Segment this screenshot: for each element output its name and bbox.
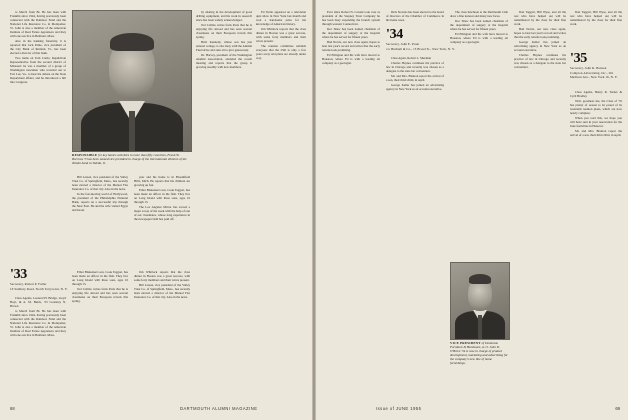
- left-column-8: [134, 270, 190, 400]
- text-paragraph: Ed Ellington and his wife have moved to Houston, where Ed is with a leading oil company as a geologist.: [450, 31, 508, 44]
- left-column-3: [134, 175, 190, 265]
- class-agents: Class Agents, Leonard H. Bridge, Lloyd Hoyt, & A. M. Buick, '33 Courtney N. Brown: [10, 296, 66, 309]
- text-paragraph: Jim Whitlock reports that the class dinner in Boston was a great success, with some forty members and their wives present.: [256, 26, 306, 44]
- photo-caption-right: [450, 341, 508, 366]
- text-paragraph: Doc Shaw has been named chairman of the department of surgery at the hospital where he has served for fifteen years.: [450, 18, 508, 31]
- left-column-1: [10, 10, 66, 265]
- right-column-2: [386, 10, 444, 28]
- text-paragraph: Ted Collins writes from Paris that he is enjoying life abroad and has seen several classmates on their European travels this spring.: [72, 286, 128, 304]
- class-address: c/o Burham & Co., 15 Broad St., New York, N. Y.: [386, 46, 455, 51]
- class-year: '33: [10, 267, 27, 282]
- text-paragraph: Mr. and Mrs. Blanton report the arrival of a son, their third child, in April.: [386, 73, 444, 82]
- text-paragraph: George Keller has joined an advertising agency in New York as an account executive.: [514, 39, 566, 53]
- text-paragraph: Jim Whitlock reports that the class dinner in Boston was a great success, with some forty members and their wives present.: [134, 270, 190, 283]
- text-paragraph: In the fast-moving world of Hollywood, the president of the Philadelphia National Bank, reports on a successful trip through the Near East. He and his wife visited Egypt and Israel.: [72, 191, 128, 213]
- right-page: [316, 0, 628, 420]
- class-secretary: Secretary, John K. Benson: [570, 66, 607, 70]
- text-paragraph: Bill Larsen, vice president of the Valley Trust Co. of Springfield, Mass., has recently been elected a director of the Mutual Fire Insurance Co. of that city. Also in the news.: [72, 175, 128, 192]
- headshot-photo-obrien: [450, 262, 510, 340]
- text-paragraph: Herb Kennedy, whose son has just entered college, is also busy with the Alumni Fund drive and asks all to give generously.: [196, 39, 252, 53]
- class-address: Compton Advertising, Inc., 261 Madison Ave., New York 16, N. Y.: [570, 70, 618, 79]
- caption-lead: RESPONSIBLE: [72, 153, 98, 157]
- caption-lead: VICE PRESIDENT: [450, 341, 481, 345]
- right-column-5b: [570, 90, 622, 400]
- class-heading-35: [570, 52, 624, 79]
- text-paragraph: by sharing in the development of good drilling equipment, and his work in research since has been widely acknowledged.: [196, 10, 252, 23]
- text-paragraph: Dan Taggart, Bill Wyse, and all the rest who have helped out will be remembered by the class for their fine work.: [570, 10, 622, 27]
- text-paragraph: to March from Br. He has been with Franklin since 1944, having previously been connected with the Rainbow Fund and the National Life Insurance Co. in Montpelier, Vt. John is also a member of the American Institute of Real Estate Appraisers and they with one son live in Belmont, Mass.: [10, 308, 66, 338]
- right-column-2b: [386, 56, 444, 400]
- text-paragraph: Dan Taggart, Bill Wyse, and all the rest who have helped out will be remembered by the class for their fine work.: [514, 10, 566, 27]
- text-paragraph: to March from Br. He has been with Franklin since 1944, having previously been connected with the Rainbow Fund and the National Life Insurance Co. in Montpelier, Vt. John is also a member of the American Institute of Real Estate Appraisers and they with one son live in Belmont, Mass.: [10, 10, 66, 39]
- left-footer: DARTMOUTH ALUMNI MAGAZINE: [180, 406, 258, 411]
- text-paragraph: Elliot Blakeslee's son, Cook Taggart, has been made an officer in the firm. They live on Long Island with three sons, ages 10 through 15.: [72, 270, 128, 287]
- left-column-6: [10, 296, 66, 400]
- text-paragraph: Elliot Blakeslee's son, Cook Taggart, has been made an officer in the firm. They live on Long Island with three sons, ages 10 through 15.: [134, 187, 190, 205]
- text-paragraph: Ed Ellington and his wife have moved to Houston, where Ed is with a leading oil company as a geologist.: [322, 52, 380, 65]
- text-paragraph: Bud Norris, our new class agent, hopes to beat last year's record and writes that the early returns look promising.: [322, 39, 380, 53]
- class-agents: Class Agents, Henry R. Turner & Cyril Bradley: [570, 90, 622, 99]
- text-paragraph: The Los Angeles Mirror has scored a major scoop of the week with the help of one of our classmates, whose long experience in the newspaper field has paid off.: [134, 204, 190, 222]
- class-secretary: Secretary, Robert P. Fuller: [10, 282, 47, 286]
- left-column-2: [72, 175, 128, 265]
- page-number-right: 69: [615, 406, 620, 411]
- text-paragraph: Bud Norris, our new class agent, hopes to beat last year's record and writes that the early returns look promising.: [514, 26, 566, 40]
- text-paragraph: Well, goodness me, the Class of '35 has plenty of reason to be proud of its twentieth reunion plans, which are now nearly complete.: [570, 98, 622, 116]
- text-paragraph: Also in the banking fraternity, it is reported that Jack Paine, vice president of the City Bank of Rutland, Vt., has been elected a director of that bank.: [10, 39, 66, 56]
- text-paragraph: When you read this, we hope you will have sent in your reservation for the June festivities in Hanover.: [570, 115, 622, 128]
- text-paragraph: George Keller has joined an advertising agency in New York as an account executive.: [386, 82, 444, 91]
- caption-text: of Dominion Furniture & Hardware, A. O. John D. O'Brien '34 is now in charge of product development, marketing and advertising for the company's new line of home furnishings.: [450, 341, 508, 366]
- page-number-left: 68: [10, 406, 15, 411]
- class-agents: Class Agent, Robert L. Sherman: [391, 56, 432, 60]
- right-column-5a: [570, 10, 622, 50]
- caption-text: for key bank's activities in more than fifty countries, Frank W. Burrows '3 has been named vice president in charge of the international division of the Toledo bank in Toledo, O.: [72, 153, 187, 166]
- right-footer: Issue of JUNE 1955: [376, 406, 422, 411]
- headshot-photo-burrows: [72, 10, 192, 152]
- text-paragraph: Mr. and Mrs. Blanton report the arrival of a son, their third child, in April.: [570, 128, 622, 137]
- class-secretary: Secretary, John E. Prout: [386, 42, 420, 46]
- class-address: 10 Sudbury Road, North Tarrytown, N. Y.: [10, 286, 68, 291]
- right-column-3: [450, 10, 508, 260]
- text-paragraph: Ted Collins writes from Paris that he is enjoying life abroad and has seen several classmates on their European travels this spring.: [196, 22, 252, 40]
- text-paragraph: The reunion committee reminds everyone that the 25th is only a few years away and plans are already under way.: [256, 43, 306, 61]
- left-column-4: [196, 10, 252, 400]
- left-column-7: [72, 270, 128, 400]
- text-paragraph: Dr. Harvey, president of the Washington Alumni Association, attended the recent meeting and reports that the group is growing steadily with new members.: [196, 52, 252, 69]
- class-year: '35: [570, 51, 587, 66]
- photo-caption-left: [72, 153, 190, 165]
- text-paragraph: Charles Haynes continues his practice of law in Chicago and recently was chosen as a delegate to the state bar convention.: [386, 60, 444, 73]
- text-paragraph: Doc Shaw has been named chairman of the department of surgery at the hospital where he has served for fifteen years.: [322, 26, 380, 40]
- class-year: '34: [386, 27, 403, 42]
- text-paragraph: Dick Stevens has been elected to the board of directors of the Chamber of Commerce in his home town.: [386, 10, 444, 23]
- text-paragraph: Bill Larsen, vice president of the Valley Trust Co. of Springfield, Mass., has recently been elected a director of the Mutual Fire Insurance Co. of that city. Also in the news.: [134, 282, 190, 300]
- left-column-5: [256, 10, 306, 400]
- text-paragraph: Two items on Tom Curtis, Republican Representative from the second district of Missouri: he was a member of a group of Washington newsmen who traveled out to Fort Lee, Va., to hear the debate on the State Department affairs; and he introduced a bill into Congress.: [10, 56, 66, 85]
- text-paragraph: Ed Tuttle appeared on a television quiz show in New York last month and won a handsome prize for his knowledge of American history.: [256, 10, 306, 27]
- right-column-4: [514, 10, 566, 400]
- text-paragraph: Ever since Robert N. Conant took over as president of the Stepney Trust Company he has been busy expanding the branch system through western Connecticut.: [322, 10, 380, 27]
- left-page: [0, 0, 312, 420]
- text-paragraph: year and his home is in Bloomfield Hills, Mich. He reports that his children are growing up fast.: [134, 175, 190, 188]
- text-paragraph: The class luncheon at the Dartmouth Club drew a fine turnout and many new faces.: [450, 10, 508, 19]
- right-column-1: [322, 10, 380, 400]
- text-paragraph: Charles Haynes continues his practice of law in Chicago and recently was chosen as a delegate to the state bar convention.: [514, 52, 566, 69]
